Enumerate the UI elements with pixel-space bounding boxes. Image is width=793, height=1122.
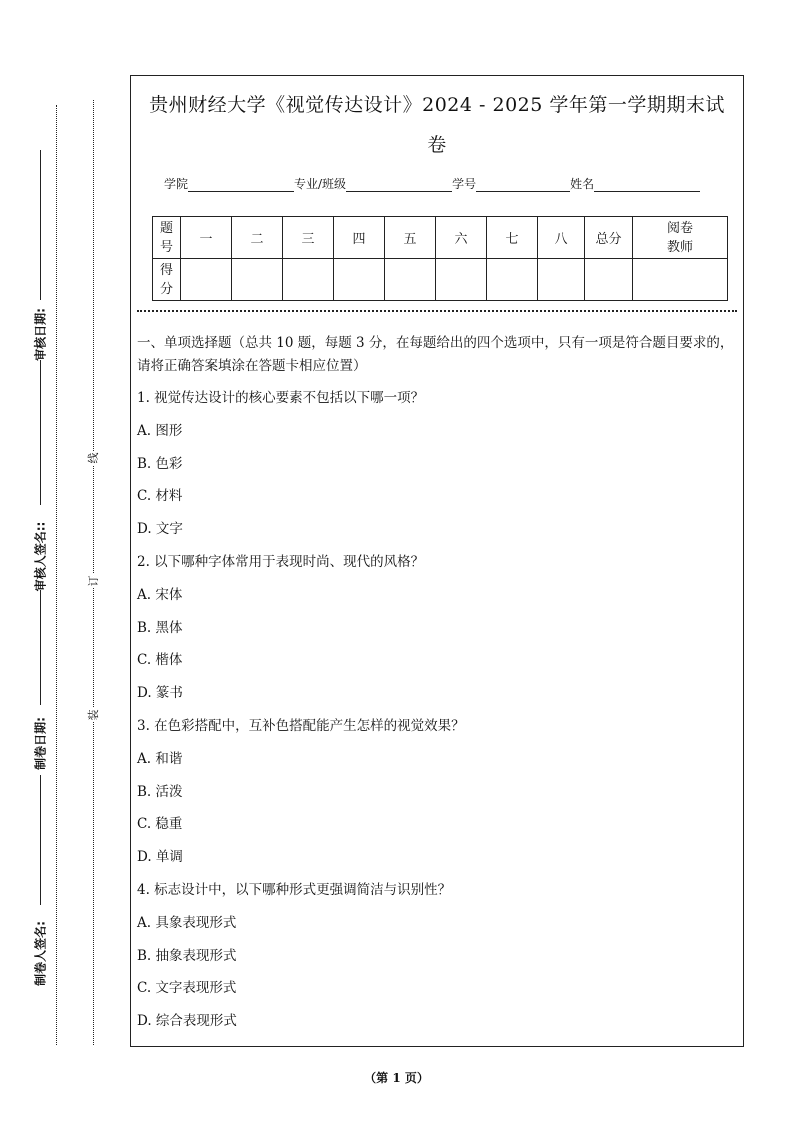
binding-mark-line: 线 — [87, 452, 100, 464]
review-date-label: 审核日期: — [33, 308, 48, 361]
reviewer-signature-blank — [40, 360, 42, 505]
exam-title-line1: 贵州财经大学《视觉传达设计》2024 - 2025 学年第一学期期末试 — [149, 94, 725, 116]
option: A. 图形 — [137, 422, 183, 439]
col-5: 五 — [385, 217, 436, 259]
exam-title-line2: 卷 — [427, 134, 447, 156]
score-cell[interactable] — [283, 259, 334, 301]
score-cell[interactable] — [385, 259, 436, 301]
name-label: 姓名 — [570, 177, 595, 191]
binding-dotted-line — [93, 100, 94, 1045]
binding-mark-staple: 订 — [87, 575, 100, 587]
option: B. 色彩 — [137, 455, 183, 472]
question-stem: 1. 视觉传达设计的核心要素不包括以下哪一项？ — [137, 390, 425, 406]
score-table — [152, 216, 728, 301]
reviewer-signature-label: 审核人签名:: — [33, 521, 48, 592]
score-cell-grader[interactable] — [633, 259, 728, 301]
page-number: （第 1 页） — [364, 1071, 429, 1085]
major-class-blank[interactable] — [346, 178, 452, 192]
option: A. 具象表现形式 — [137, 914, 237, 931]
col-1: 一 — [181, 217, 232, 259]
section-heading: 一、单项选择题（总共 10 题，每题 3 分，在每题给出的四个选项中，只有一项是符合题目要求的，请将正确答案填涂在答题卡相应位置） — [137, 335, 734, 374]
option: D. 文字 — [137, 521, 183, 538]
question-stem: 4. 标志设计中，以下哪种形式更强调简洁与识别性？ — [137, 881, 452, 898]
student-info-row — [164, 175, 700, 192]
option: C. 楷体 — [137, 652, 183, 669]
col-total: 总分 — [585, 217, 633, 259]
score-cell[interactable] — [538, 259, 585, 301]
exam-paper-frame — [130, 75, 744, 1047]
dotted-separator — [137, 310, 737, 312]
option: D. 单调 — [137, 849, 183, 866]
col-2: 二 — [232, 217, 283, 259]
college-label: 学院 — [164, 177, 189, 191]
student-id-label: 学号 — [452, 177, 477, 191]
option: B. 黑体 — [137, 619, 183, 636]
score-cell[interactable] — [334, 259, 385, 301]
option: B. 抽象表现形式 — [137, 947, 237, 964]
col-7: 七 — [487, 217, 538, 259]
student-id-blank[interactable] — [476, 178, 570, 192]
option: B. 活泼 — [137, 783, 183, 800]
score-cell[interactable] — [181, 259, 232, 301]
question-section — [137, 332, 737, 1038]
option: D. 篆书 — [137, 685, 183, 702]
option: A. 宋体 — [137, 586, 183, 603]
option: C. 材料 — [137, 488, 183, 505]
preparer-signature-blank — [40, 775, 42, 905]
preparer-signature-label: 制卷人签名: — [33, 921, 48, 986]
option: C. 稳重 — [137, 816, 183, 833]
prepare-date-label: 制卷日期: — [33, 717, 48, 770]
score-cell-total[interactable] — [585, 259, 633, 301]
name-blank[interactable] — [594, 178, 700, 192]
option: C. 文字表现形式 — [137, 980, 237, 997]
option: D. 综合表现形式 — [137, 1013, 237, 1030]
score-cell[interactable] — [232, 259, 283, 301]
review-date-blank — [40, 150, 42, 300]
score-cell[interactable] — [487, 259, 538, 301]
col-4: 四 — [334, 217, 385, 259]
col-6: 六 — [436, 217, 487, 259]
question-stem: 2. 以下哪种字体常用于表现时尚、现代的风格？ — [137, 553, 425, 570]
score-row-label: 得 分 — [153, 259, 181, 301]
question-stem: 3. 在色彩搭配中，互补色搭配能产生怎样的视觉效果？ — [137, 717, 465, 734]
score-table-header-label: 题 号 — [153, 217, 181, 259]
score-cell[interactable] — [436, 259, 487, 301]
option: A. 和谐 — [137, 750, 183, 767]
prepare-date-blank — [40, 590, 42, 705]
left-binding-line — [56, 105, 57, 1045]
col-3: 三 — [283, 217, 334, 259]
binding-mark-bind: 装 — [87, 709, 100, 721]
major-class-label: 专业/班级 — [294, 177, 347, 191]
college-blank[interactable] — [188, 178, 294, 192]
col-8: 八 — [538, 217, 585, 259]
col-grader: 阅卷 教师 — [633, 217, 728, 259]
